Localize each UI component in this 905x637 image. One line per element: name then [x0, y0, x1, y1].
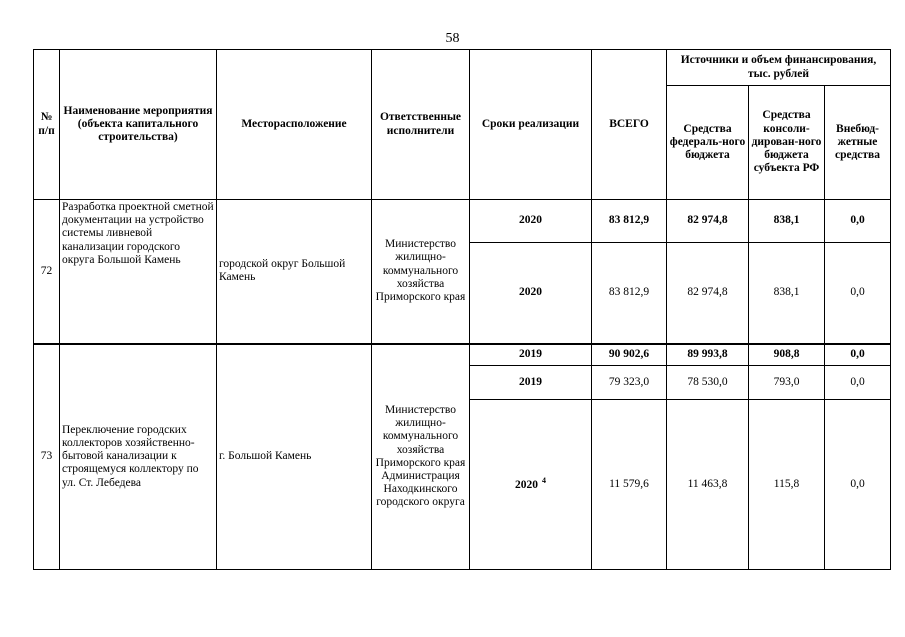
row-extrabudget: 0,0: [825, 344, 891, 366]
row-total: 83 812,9: [592, 243, 667, 344]
row-total: 11 579,6: [592, 400, 667, 570]
row-consolidated: 793,0: [749, 366, 825, 400]
row-consolidated: 838,1: [749, 243, 825, 344]
header-responsible: Ответственные исполнители: [372, 50, 470, 200]
row-total: 79 323,0: [592, 366, 667, 400]
row-consolidated: 115,8: [749, 400, 825, 570]
financing-table: [33, 49, 891, 570]
row-period: 2019: [470, 344, 592, 366]
row-extrabudget: 0,0: [825, 243, 891, 344]
header-federal: Средства федераль-ного бюджета: [667, 86, 749, 200]
header-location: Месторасположение: [217, 50, 372, 200]
row-name: Переключение городских коллекторов хозяйственно-бытовой канализации к строящемуся коллектору по ул. Ст. Лебедева: [60, 344, 217, 570]
row-location: г. Большой Камень: [217, 344, 372, 570]
row-responsible: Министерство жилищно-коммунального хозяйства Приморского края: [372, 200, 470, 344]
row-federal: 82 974,8: [667, 200, 749, 243]
header-num: № п/п: [34, 50, 60, 200]
row-federal: 82 974,8: [667, 243, 749, 344]
row-federal: 89 993,8: [667, 344, 749, 366]
row-name: Разработка проектной сметной документации на устройство системы ливневой канализации городского округа Большой Камень: [60, 200, 217, 344]
header-total: ВСЕГО: [592, 50, 667, 200]
header-sources-group: Источники и объем финансирования, тыс. рублей: [667, 50, 891, 86]
row-num: 72: [34, 200, 60, 344]
header-period: Сроки реализации: [470, 50, 592, 200]
row-total: 83 812,9: [592, 200, 667, 243]
footnote-marker: 4: [542, 476, 546, 486]
row-period: 2019: [470, 366, 592, 400]
row-location: городской округ Большой Камень: [217, 200, 372, 344]
row-responsible: Министерство жилищно-коммунального хозяйства Приморского края Администрация Находкинского городского округа: [372, 344, 470, 570]
row-period: 2020: [470, 243, 592, 344]
header-extrabudget: Внебюд-жетные средства: [825, 86, 891, 200]
row-period: 2020: [470, 200, 592, 243]
page-number: 58: [445, 31, 460, 46]
table-row: [34, 344, 891, 366]
row-period-cell: [470, 400, 592, 570]
row-period: 2020: [515, 479, 538, 492]
row-extrabudget: 0,0: [825, 200, 891, 243]
row-consolidated: 838,1: [749, 200, 825, 243]
row-extrabudget: 0,0: [825, 366, 891, 400]
row-consolidated: 908,8: [749, 344, 825, 366]
row-total: 90 902,6: [592, 344, 667, 366]
table-row: [34, 200, 891, 243]
header-name: Наименование мероприятия (объекта капитального строительства): [60, 50, 217, 200]
header-consolidated: Средства консоли-дирован-ного бюджета субъекта РФ: [749, 86, 825, 200]
row-num: 73: [34, 344, 60, 570]
row-federal: 11 463,8: [667, 400, 749, 570]
row-extrabudget: 0,0: [825, 400, 891, 570]
row-federal: 78 530,0: [667, 366, 749, 400]
